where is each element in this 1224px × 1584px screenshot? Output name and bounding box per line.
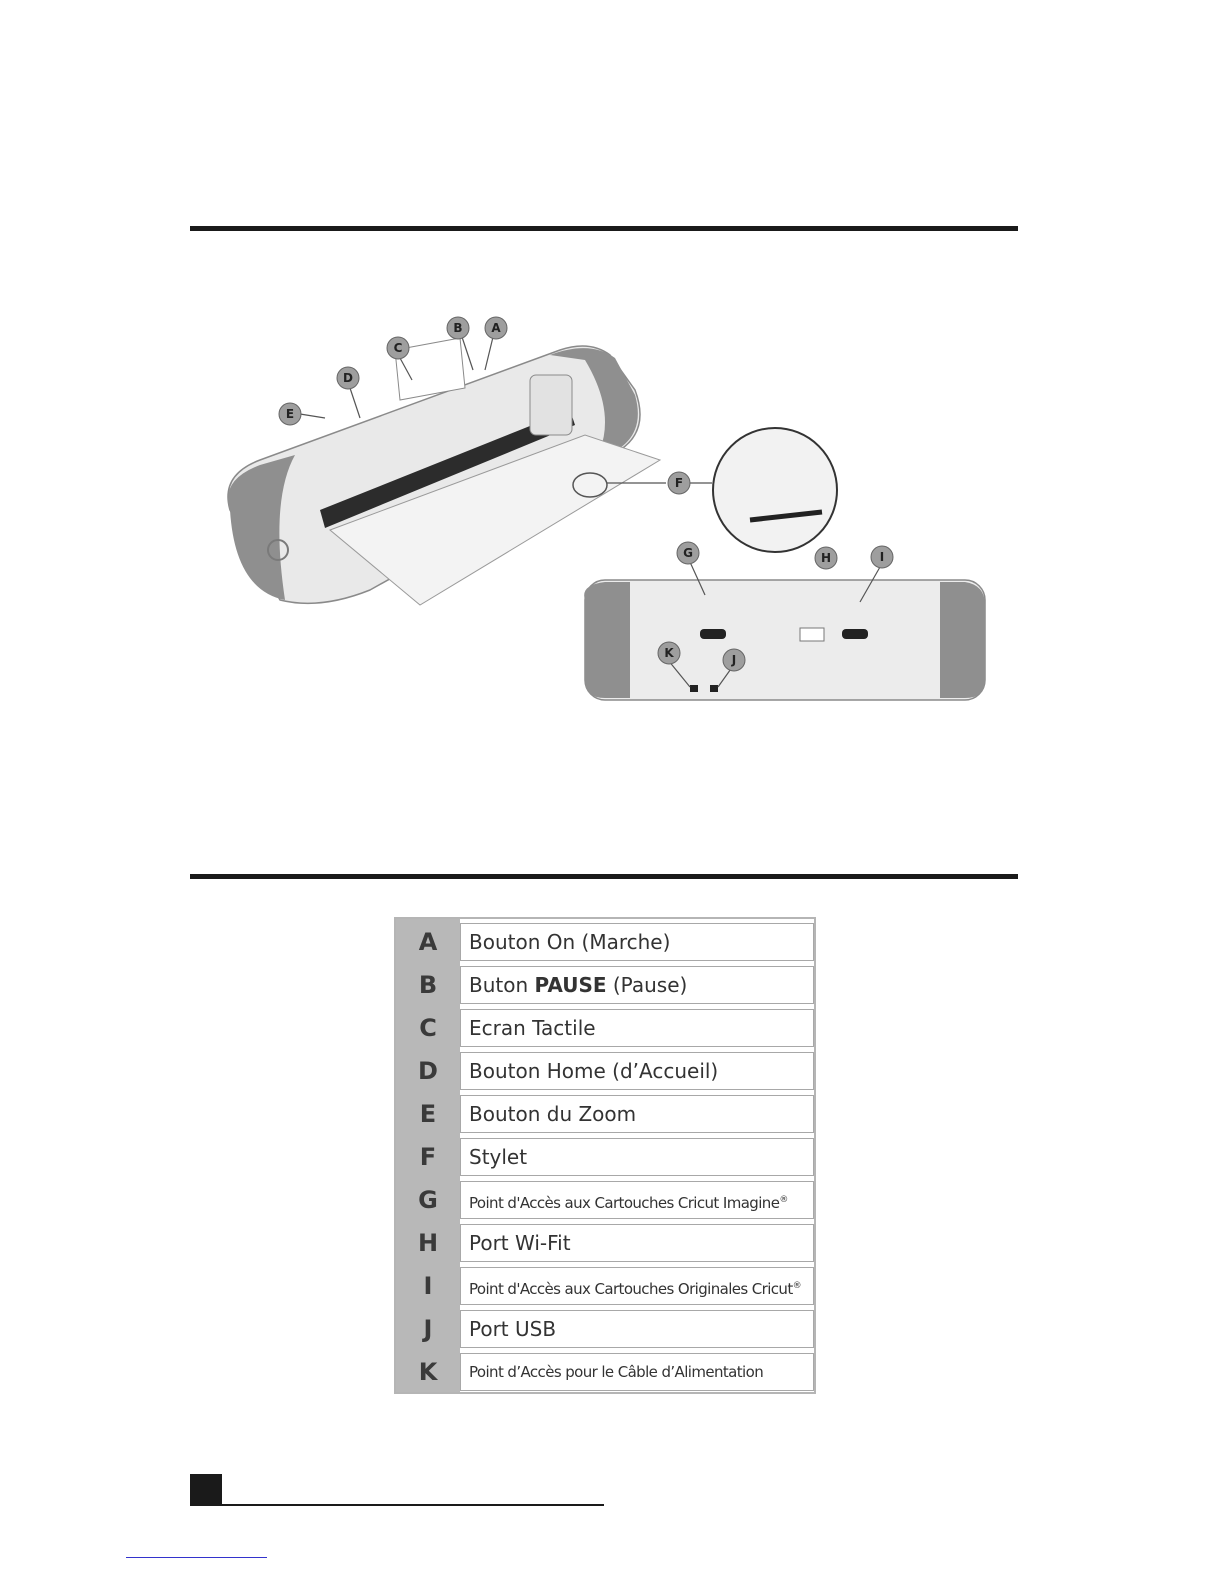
legend-description [460, 966, 814, 1004]
legend-description: Stylet [460, 1138, 814, 1176]
legend-letter: K [418, 1358, 438, 1386]
legend-description [460, 1181, 814, 1219]
legend-description: Bouton Home (d’Accueil) [460, 1052, 814, 1090]
legend-letter: I [423, 1272, 433, 1300]
callout-j [723, 649, 745, 671]
svg-text:K: K [664, 646, 674, 660]
legend-row-d [396, 1050, 814, 1093]
callout-b [447, 317, 469, 339]
callout-i [871, 546, 893, 568]
svg-text:J: J [731, 653, 737, 667]
legend-letter: J [423, 1315, 433, 1343]
legend-row-j [396, 1308, 814, 1351]
legend-row-c [396, 1007, 814, 1050]
callout-d [337, 367, 359, 389]
registered-mark: ® [779, 1195, 788, 1205]
callout-a [485, 317, 507, 339]
legend-description: Bouton du Zoom [460, 1095, 814, 1133]
callout-e [279, 403, 301, 425]
legend-letter: H [417, 1229, 439, 1257]
legend-text: Point d'Accès aux Cartouches Originales Cricut [469, 1280, 793, 1298]
callout-h [815, 547, 837, 569]
legend-description: Point d’Accès pour le Câble d’Alimentation [460, 1353, 814, 1391]
legend-description: Port USB [460, 1310, 814, 1348]
legend-letter: E [419, 1100, 437, 1128]
legend-letter: A [418, 928, 438, 956]
svg-text:A: A [491, 321, 501, 335]
section-rule-middle [190, 874, 1018, 879]
legend-row-k [396, 1351, 814, 1394]
svg-text:I: I [879, 550, 885, 564]
legend-description [460, 1267, 814, 1305]
callout-c [387, 337, 409, 359]
legend-row-g [396, 1179, 814, 1222]
registered-mark: ® [792, 1281, 802, 1291]
svg-text:C: C [393, 341, 403, 355]
legend-row-i [396, 1265, 814, 1308]
svg-text:B: B [453, 321, 463, 335]
legend-text-prefix: Buton [469, 973, 535, 997]
legend-text: Point d'Accès aux Cartouches Cricut Imagine [469, 1194, 780, 1212]
footer-page-marker [190, 1474, 222, 1506]
machine-front-view [228, 338, 660, 605]
callout-g [677, 542, 699, 564]
svg-text:D: D [343, 371, 353, 385]
section-rule-top [190, 226, 1018, 231]
svg-text:H: H [820, 551, 832, 565]
legend-row-e [396, 1093, 814, 1136]
legend-letter: F [419, 1143, 437, 1171]
parts-legend-table [394, 917, 816, 1394]
svg-text:E: E [285, 407, 295, 421]
legend-letter: G [418, 1186, 438, 1214]
machine-back-view [584, 580, 985, 700]
legend-row-b [396, 964, 814, 1007]
svg-text:F: F [674, 476, 684, 490]
legend-row-f [396, 1136, 814, 1179]
legend-description: Bouton On (Marche) [460, 923, 814, 961]
callout-f [668, 472, 690, 494]
legend-letter: D [418, 1057, 438, 1085]
legend-letter: B [418, 971, 438, 999]
legend-description: Port Wi-Fit [460, 1224, 814, 1262]
callout-k [658, 642, 680, 664]
legend-row-a [396, 921, 814, 964]
legend-text-bold: PAUSE [534, 973, 607, 997]
legend-description: Ecran Tactile [460, 1009, 814, 1047]
svg-text:G: G [683, 546, 693, 560]
machine-figure [190, 300, 1018, 720]
legend-row-h [396, 1222, 814, 1265]
legend-text-suffix: (Pause) [606, 973, 688, 997]
legend-letter: C [419, 1014, 437, 1042]
footer-link-underline [126, 1557, 267, 1558]
footer-rule [222, 1504, 604, 1506]
